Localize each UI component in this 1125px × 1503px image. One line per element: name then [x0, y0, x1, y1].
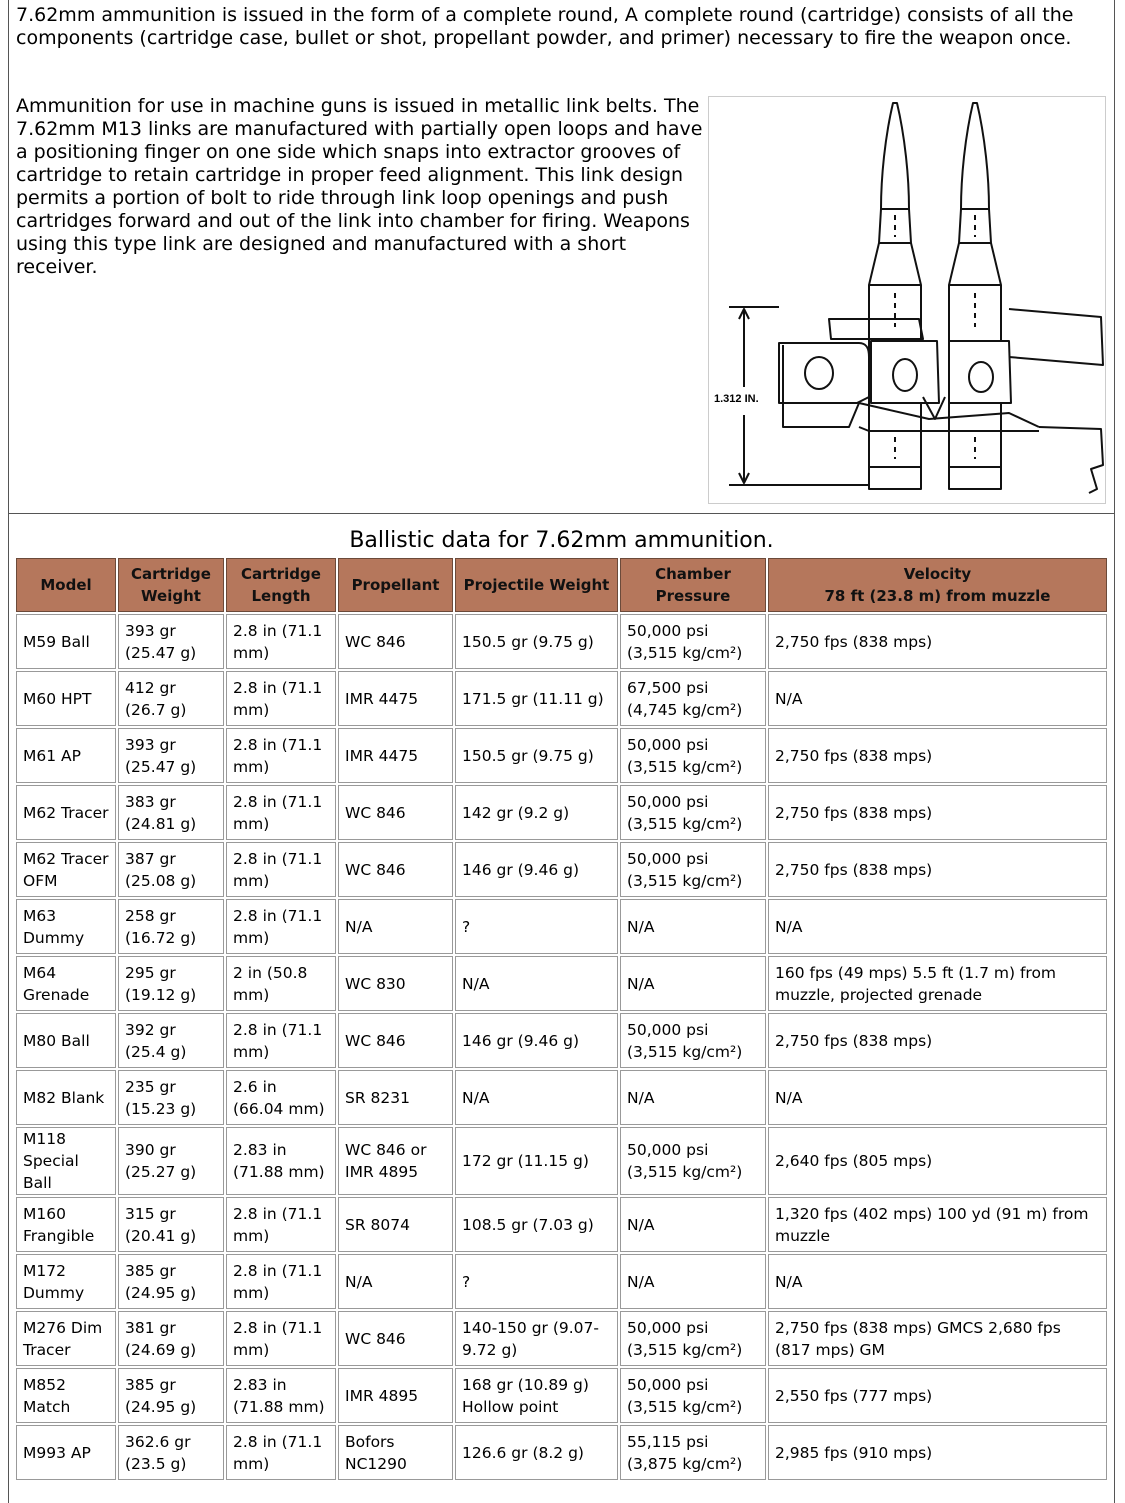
cell-propellant: WC 846 — [338, 785, 453, 840]
cell-propellant: N/A — [338, 899, 453, 954]
cell-weight: 258 gr (16.72 g) — [118, 899, 224, 954]
cell-pressure: 50,000 psi (3,515 kg/cm²) — [620, 1311, 766, 1366]
cell-projectile: 168 gr (10.89 g) Hollow point — [455, 1368, 618, 1423]
cell-model: M993 AP — [16, 1425, 116, 1480]
cell-length: 2.8 in (71.1 mm) — [226, 1197, 336, 1252]
table-row — [16, 1425, 1107, 1480]
table-row — [16, 1368, 1107, 1423]
cell-weight: 390 gr (25.27 g) — [118, 1127, 224, 1195]
cell-projectile: 146 gr (9.46 g) — [455, 842, 618, 897]
cell-model: M59 Ball — [16, 614, 116, 669]
cell-length: 2.8 in (71.1 mm) — [226, 899, 336, 954]
cell-weight: 392 gr (25.4 g) — [118, 1013, 224, 1068]
cell-propellant: IMR 4475 — [338, 728, 453, 783]
cell-length: 2.8 in (71.1 mm) — [226, 614, 336, 669]
table-row — [16, 842, 1107, 897]
cell-projectile: 126.6 gr (8.2 g) — [455, 1425, 618, 1480]
cell-projectile: 140-150 gr (9.07-9.72 g) — [455, 1311, 618, 1366]
cell-length: 2.8 in (71.1 mm) — [226, 1254, 336, 1309]
table-row — [16, 1013, 1107, 1068]
cell-velocity: 2,750 fps (838 mps) — [768, 785, 1107, 840]
intro-section — [8, 0, 1115, 514]
cell-projectile: 171.5 gr (11.11 g) — [455, 671, 618, 726]
cell-projectile: ? — [455, 899, 618, 954]
cell-weight: 393 gr (25.47 g) — [118, 728, 224, 783]
cell-model: M82 Blank — [16, 1070, 116, 1125]
cell-weight: 381 gr (24.69 g) — [118, 1311, 224, 1366]
cell-projectile: 172 gr (11.15 g) — [455, 1127, 618, 1195]
cell-length: 2.8 in (71.1 mm) — [226, 671, 336, 726]
cell-propellant: IMR 4895 — [338, 1368, 453, 1423]
table-row — [16, 728, 1107, 783]
table-row — [16, 785, 1107, 840]
cell-model: M60 HPT — [16, 671, 116, 726]
header-velocity: Velocity 78 ft (23.8 m) from muzzle — [768, 558, 1107, 612]
cartridge-link-drawing — [709, 97, 1105, 503]
cell-velocity: 2,750 fps (838 mps) — [768, 1013, 1107, 1068]
cell-model: M61 AP — [16, 728, 116, 783]
cell-velocity: 2,750 fps (838 mps) GMCS 2,680 fps (817 mps) GM — [768, 1311, 1107, 1366]
cell-model: M62 Tracer OFM — [16, 842, 116, 897]
cell-pressure: N/A — [620, 1197, 766, 1252]
cell-propellant: WC 846 — [338, 614, 453, 669]
cell-velocity: N/A — [768, 899, 1107, 954]
cell-length: 2.6 in (66.04 mm) — [226, 1070, 336, 1125]
cell-model: M276 Dim Tracer — [16, 1311, 116, 1366]
cell-projectile: 150.5 gr (9.75 g) — [455, 728, 618, 783]
cell-pressure: 55,115 psi (3,875 kg/cm²) — [620, 1425, 766, 1480]
cell-pressure: 50,000 psi (3,515 kg/cm²) — [620, 614, 766, 669]
cell-length: 2.8 in (71.1 mm) — [226, 728, 336, 783]
header-propellant: Propellant — [338, 558, 453, 612]
cell-velocity: 2,985 fps (910 mps) — [768, 1425, 1107, 1480]
cell-propellant: WC 830 — [338, 956, 453, 1011]
cell-weight: 362.6 gr (23.5 g) — [118, 1425, 224, 1480]
cell-velocity: 160 fps (49 mps) 5.5 ft (1.7 m) from muzzle, projected grenade — [768, 956, 1107, 1011]
header-cartridge-length: Cartridge Length — [226, 558, 336, 612]
cell-pressure: 50,000 psi (3,515 kg/cm²) — [620, 842, 766, 897]
cell-length: 2.8 in (71.1 mm) — [226, 842, 336, 897]
cell-weight: 315 gr (20.41 g) — [118, 1197, 224, 1252]
cell-projectile: 146 gr (9.46 g) — [455, 1013, 618, 1068]
cell-propellant: SR 8074 — [338, 1197, 453, 1252]
cell-projectile: ? — [455, 1254, 618, 1309]
table-row — [16, 1197, 1107, 1252]
cell-weight: 387 gr (25.08 g) — [118, 842, 224, 897]
table-row — [16, 671, 1107, 726]
cell-weight: 385 gr (24.95 g) — [118, 1368, 224, 1423]
dimension-label: 1.312 IN. — [714, 393, 759, 405]
intro-paragraph-2: Ammunition for use in machine guns is issued in metallic link belts. The 7.62mm M13 links are manufactured with partially open loops and have a positioning finger on one side which snaps into extractor grooves of cartridge to retain cartridge in proper feed alignment. This link design permits a portion of bolt to ride through link loop openings and push cartridges forward and out of the link into chamber for firing. Weapons using this type link are designed and manufactured with a short receiver. — [16, 95, 703, 278]
cell-propellant: IMR 4475 — [338, 671, 453, 726]
link-belt-illustration — [708, 96, 1106, 504]
cell-length: 2.8 in (71.1 mm) — [226, 1425, 336, 1480]
cell-propellant: WC 846 — [338, 842, 453, 897]
cell-velocity: N/A — [768, 1070, 1107, 1125]
cell-weight: 393 gr (25.47 g) — [118, 614, 224, 669]
cell-projectile: N/A — [455, 956, 618, 1011]
cell-propellant: WC 846 or IMR 4895 — [338, 1127, 453, 1195]
cell-pressure: 50,000 psi (3,515 kg/cm²) — [620, 1013, 766, 1068]
cell-model: M62 Tracer — [16, 785, 116, 840]
cell-model: M80 Ball — [16, 1013, 116, 1068]
cell-projectile: 108.5 gr (7.03 g) — [455, 1197, 618, 1252]
header-chamber-pressure: Chamber Pressure — [620, 558, 766, 612]
cell-velocity: 2,750 fps (838 mps) — [768, 614, 1107, 669]
cell-propellant: WC 846 — [338, 1311, 453, 1366]
header-cartridge-weight: Cartridge Weight — [118, 558, 224, 612]
table-row — [16, 614, 1107, 669]
cell-pressure: N/A — [620, 1070, 766, 1125]
table-row — [16, 1311, 1107, 1366]
cell-length: 2.8 in (71.1 mm) — [226, 1013, 336, 1068]
cell-pressure: N/A — [620, 956, 766, 1011]
cell-velocity: N/A — [768, 671, 1107, 726]
cell-pressure: 50,000 psi (3,515 kg/cm²) — [620, 1127, 766, 1195]
table-row — [16, 1127, 1107, 1195]
cell-propellant: WC 846 — [338, 1013, 453, 1068]
cell-pressure: 50,000 psi (3,515 kg/cm²) — [620, 785, 766, 840]
cell-model: M64 Grenade — [16, 956, 116, 1011]
cell-pressure: 50,000 psi (3,515 kg/cm²) — [620, 728, 766, 783]
cell-velocity: 2,750 fps (838 mps) — [768, 728, 1107, 783]
intro-paragraph-1: 7.62mm ammunition is issued in the form of a complete round, A complete round (cartridge) consists of all the components (cartridge case, bullet or shot, propellant powder, and primer) necessary to fire the weapon once. — [16, 4, 1074, 49]
table-body — [16, 614, 1107, 1480]
cell-length: 2 in (50.8 mm) — [226, 956, 336, 1011]
table-caption: Ballistic data for 7.62mm ammunition. — [349, 528, 774, 553]
header-projectile-weight: Projectile Weight — [455, 558, 618, 612]
cell-pressure: 50,000 psi (3,515 kg/cm²) — [620, 1368, 766, 1423]
cell-projectile: 142 gr (9.2 g) — [455, 785, 618, 840]
cell-model: M852 Match — [16, 1368, 116, 1423]
cell-weight: 295 gr (19.12 g) — [118, 956, 224, 1011]
table-header-row — [16, 558, 1107, 612]
table-row — [16, 1070, 1107, 1125]
cell-weight: 385 gr (24.95 g) — [118, 1254, 224, 1309]
ballistic-data-table — [14, 556, 1109, 1482]
cell-model: M63 Dummy — [16, 899, 116, 954]
cell-propellant: N/A — [338, 1254, 453, 1309]
cell-propellant: Bofors NC1290 — [338, 1425, 453, 1480]
cell-weight: 383 gr (24.81 g) — [118, 785, 224, 840]
table-row — [16, 899, 1107, 954]
cell-weight: 412 gr (26.7 g) — [118, 671, 224, 726]
cell-propellant: SR 8231 — [338, 1070, 453, 1125]
table-row — [16, 956, 1107, 1011]
cell-model: M172 Dummy — [16, 1254, 116, 1309]
cell-length: 2.83 in (71.88 mm) — [226, 1368, 336, 1423]
cell-projectile: 150.5 gr (9.75 g) — [455, 614, 618, 669]
cell-model: M118 Special Ball — [16, 1127, 116, 1195]
cell-projectile: N/A — [455, 1070, 618, 1125]
cell-length: 2.8 in (71.1 mm) — [226, 1311, 336, 1366]
cell-length: 2.8 in (71.1 mm) — [226, 785, 336, 840]
cell-velocity: 1,320 fps (402 mps) 100 yd (91 m) from muzzle — [768, 1197, 1107, 1252]
cell-pressure: N/A — [620, 1254, 766, 1309]
cell-length: 2.83 in (71.88 mm) — [226, 1127, 336, 1195]
header-model: Model — [16, 558, 116, 612]
table-row — [16, 1254, 1107, 1309]
cell-pressure: 67,500 psi (4,745 kg/cm²) — [620, 671, 766, 726]
cell-pressure: N/A — [620, 899, 766, 954]
cell-velocity: 2,640 fps (805 mps) — [768, 1127, 1107, 1195]
cell-velocity: 2,550 fps (777 mps) — [768, 1368, 1107, 1423]
ballistic-section — [8, 516, 1115, 1503]
cell-model: M160 Frangible — [16, 1197, 116, 1252]
cell-velocity: 2,750 fps (838 mps) — [768, 842, 1107, 897]
cell-weight: 235 gr (15.23 g) — [118, 1070, 224, 1125]
cell-velocity: N/A — [768, 1254, 1107, 1309]
